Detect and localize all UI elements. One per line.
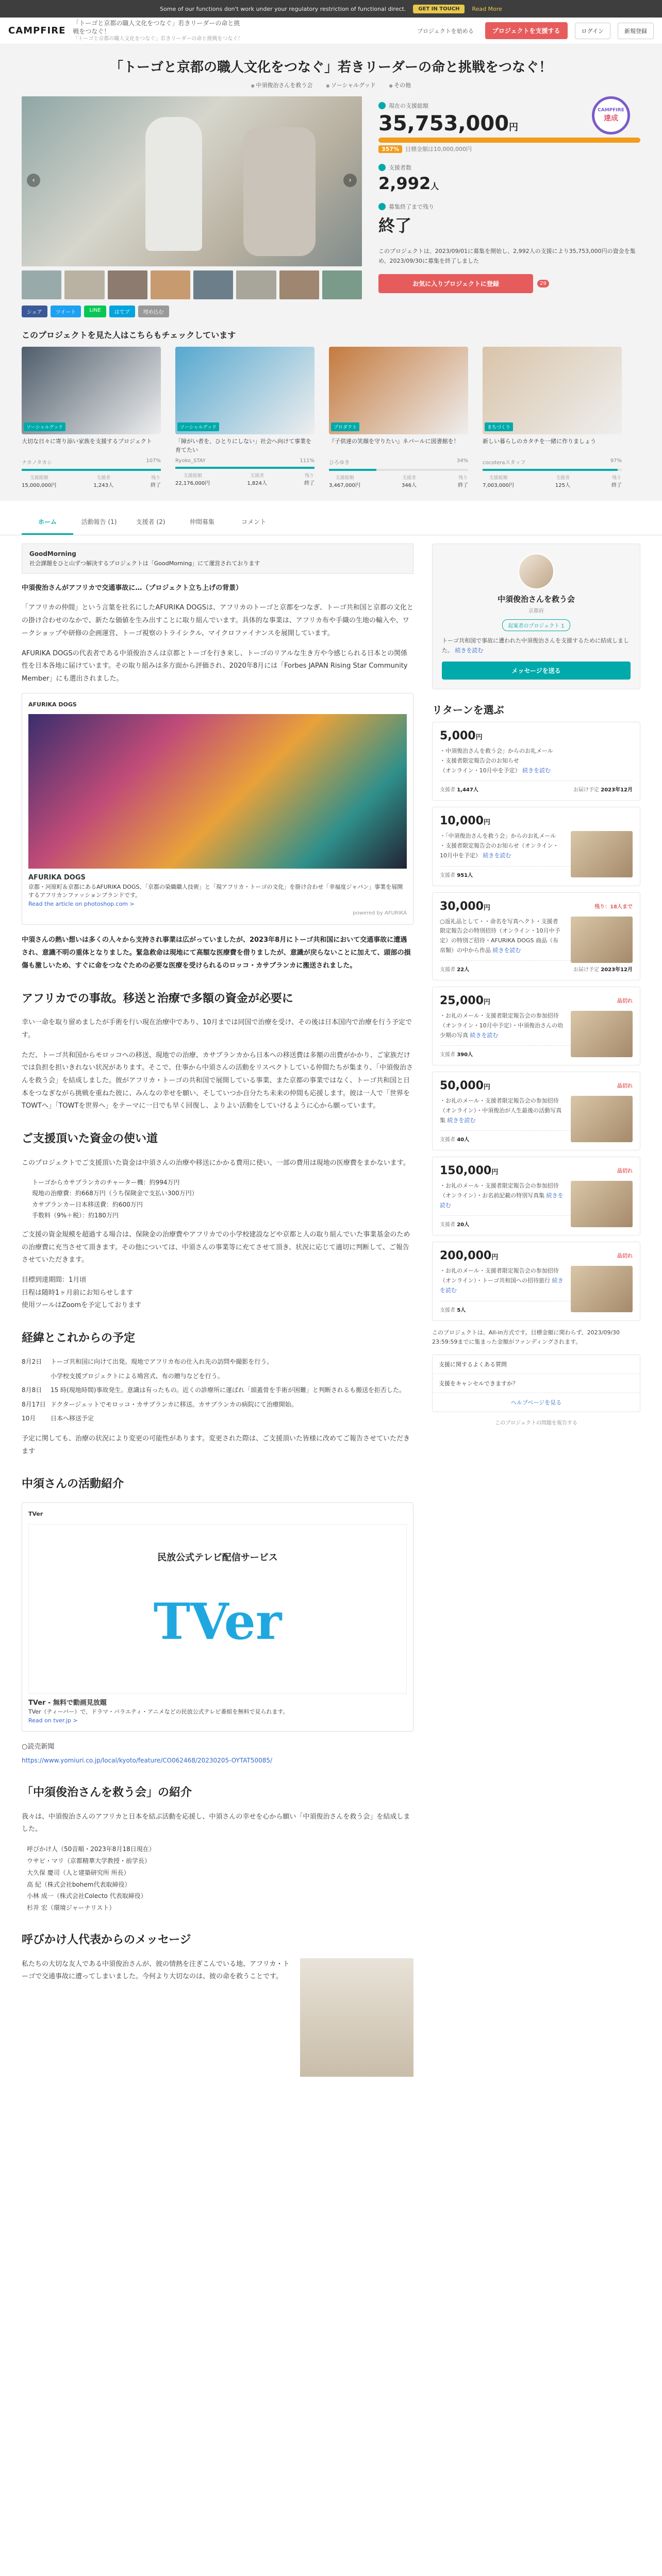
line-share-button[interactable]: LINE <box>84 306 106 317</box>
site-header <box>0 18 662 44</box>
return-status: 品切れ <box>617 1083 633 1090</box>
recommend-progress-fill <box>483 469 618 471</box>
return-description: ・「中須俊治さんを救う会」からのお礼メール ・支援者限定報告会のお知らせ（オンライン・10月中を予定） 続きを読む <box>440 833 559 859</box>
owner-name[interactable]: 中須俊治さんを救う会 <box>497 595 575 604</box>
paragraph: 予定に関しても、治療の状況により変更の可能性があります。変更された際は、ご支援頂いた皆様に改めてご報告させていただきます <box>22 1434 410 1455</box>
recommend-percent: 111% <box>300 458 315 464</box>
thumbnail[interactable] <box>22 270 61 299</box>
owner-avatar[interactable] <box>518 553 554 589</box>
thumbnail[interactable] <box>322 270 362 299</box>
return-image <box>571 1181 633 1227</box>
project-tabs <box>0 510 662 535</box>
paragraph: このプロジェクトでご支援頂いた資金は中須さんの治療や移送にかかる費用に使い、一部の費用は現地の医療費をまかないます。 <box>22 1159 410 1167</box>
embed-image <box>28 714 407 869</box>
return-price: 5,000円 <box>440 730 483 743</box>
thumbnail[interactable] <box>151 270 190 299</box>
thumbnail[interactable] <box>64 270 104 299</box>
return-description: ・お礼のメール・支援者限定報告会の参加招待（オンライン）・トーゴ共和国への招待旅行 続きを読む <box>440 1267 564 1294</box>
funding-stats <box>378 96 640 317</box>
paragraph: AFURIKA DOGSの代表者である中須俊治さんは京都とトーゴを行き来し、トーゴのリアルな生き方や今感じられる日本との関係性を日本各地に届けています。その取り組みは多方面から評価され、2020年8月には「Forbes JAPAN Rising Star Community Member」にも選出されました。 <box>22 649 408 683</box>
faq-heading: 支援に関するよくある質問 <box>433 1355 640 1374</box>
paragraph: 中須さんの熱い想いは多くの人々から支持され事業は広がっていましたが、2023年8月にトーゴ共和国において交通事故に遭遇され、意識不明の重体となりました。緊急救命は現地にて高額な医療費を借りましたが、意識が戻らないことに加えて、頭部の損傷も激しいため、すぐに命をつなぐための必要な医療を受けられるのロッコ・カサブランカに搬送されました。 <box>22 936 411 970</box>
return-card[interactable]: 10,000円 ・「中須俊治さんを救う会」からのお礼メール ・支援者限定報告会のお知らせ（オンライン・10月中を予定） 続きを読む 支援者 951人 <box>432 807 640 886</box>
return-card[interactable]: 5,000円 ・中須俊治さんを救う会」からのお礼メール ・支援者限定報告会のお知らせ （オンライン・10月中を予定） 続きを読む 支援者 1,447人 お届け予定 2023年12月 <box>432 722 640 801</box>
campfire-logo[interactable]: CAMPFIRE <box>8 25 66 36</box>
paragraph: 目標到達期間：1月頃 日程は随時1ヶ月前にお知らせします 使用ツールはZoomを予定しております <box>22 1276 142 1310</box>
achievement-badge: CAMPFIRE 達成 <box>592 96 630 134</box>
thumbnail[interactable] <box>193 270 233 299</box>
return-read-more[interactable]: 続きを読む <box>447 1116 476 1124</box>
tver-embed[interactable]: TVer 民放公式テレビ配信サービス TVer TVer - 無料で動画見放題 TVer（ティーバー）で、ドラマ・バラエティ・アニメなどの民放公式テレビ番組を無料で見られます。 Read on tver.jp > <box>22 1502 413 1732</box>
recommend-progress-fill <box>22 469 161 471</box>
header-project-title: 「トーゴと京都の職人文化をつなぐ」若きリーダーの命と挑戦をつなぐ！ 「トーゴと京都の職人文化をつなぐ」若きリーダーの命と挑戦をつなぐ！ <box>73 19 243 42</box>
money-icon <box>378 102 386 109</box>
recommend-card[interactable]: プロダクト 『子供達の笑顔を守りたい』ネパールに図書館を！ ひろゆき 34% 支援総額 3,467,000円 支援者 346人 残り 終了 <box>329 347 468 488</box>
funding-progress-bar <box>378 138 640 143</box>
returns-heading: リターンを選ぶ <box>432 704 504 717</box>
remaining-value: 終了 <box>378 216 412 235</box>
return-read-more[interactable]: 続きを読む <box>492 946 521 954</box>
return-card[interactable]: 25,000円 品切れ ・お礼のメール・支援者限定報告会の参加招待（オンライン・10月中予定）・中須俊治さんの幼少期の写真 続きを読む 支援者 390人 <box>432 987 640 1065</box>
tag-owner[interactable]: ● 中須俊治さんを救う会 <box>251 81 313 89</box>
recommend-image <box>22 347 161 434</box>
project-hero <box>0 44 662 501</box>
paragraph: ご支援の資金規模を超過する場合は、保険金の治療費やアフリカでの小学校建設などや京都と人の取り組んでいた事業基金のための治療費に充当させて頂きます。その他については、中須さんの事業等に充てさせて頂き、状況に応じて適切に判断して、ご報告させていただきます。 <box>22 1231 410 1264</box>
backers-value: 2,992人 <box>378 174 439 193</box>
return-read-more[interactable]: 続きを読む <box>522 767 551 774</box>
owner-description: トーゴ共和国で事故に遭われた中須俊治さんを支援するために結成しました。 続きを読む <box>442 637 629 654</box>
return-card[interactable]: 50,000円 品切れ ・お礼のメール・支援者限定報告会の参加招待（オンライン）・中須俊治が人生最後の活動写真集 続きを読む 支援者 40人 <box>432 1072 640 1150</box>
return-status: 品切れ <box>617 1168 633 1175</box>
facebook-share-button[interactable]: シェア <box>22 306 47 317</box>
faq-item[interactable]: 支援をキャンセルできますか？ <box>433 1374 640 1393</box>
tab-backers[interactable]: 支援者 (2) <box>136 518 166 526</box>
tab-recruit[interactable]: 仲間募集 <box>189 518 214 526</box>
faq-box <box>432 1354 640 1412</box>
return-price: 50,000円 <box>440 1079 490 1093</box>
return-description: ○返礼品として・・命名を写真へクト・支援者限定報告会の特別招待（オンライン・10月中予定）の特別ご招待・AFURIKA DOGS 商品（布帛類）の中から作品 続きを読む <box>440 918 560 954</box>
owner-card <box>432 544 640 689</box>
help-page-link[interactable]: ヘルプページを見る <box>510 1399 562 1406</box>
return-description: ・中須俊治さんを救う会」からのお礼メール ・支援者限定報告会のお知らせ （オンライン・10月中を予定） 続きを読む <box>440 748 553 774</box>
favorite-button[interactable]: お気に入りプロジェクトに登録 <box>378 274 533 293</box>
project-article: GoodMorning 社会課題をひと山ずつ解決するプロジェクトは「GoodMorning」にて運営されております 中須俊治さんがアフリカで交通事故に…（プロジェクト立ち上げの背景） 「アフリカの仲間」という言葉を社名にしたAFURIKA DOGSは、アフリカのトーゴと京都をつなぎ、トーゴ共和国と京都の文化との掛け合わせのなかで、新たな価値を生み出すことに取り組んでいます。具体的な事業は、アフリカ布や手織の生地の輸入や、ワークショップや研修の企画運営、トーゴ視察のトライシクル、マイクロファイナンスを展開しています。 AFURIKA DOGSの代表者である中須俊治さんは京都とトーゴを行き来し、トーゴのリアルな生き方や今感じられる日本との関係性を日本各地に届けています。その取り組みは多方面から評価され、2020年8月には「Forbes JAPAN Rising Star Community Member」にも選出されました。 AFURIKA DOGS AFURIKA DOGS 京都・河原町＆京都にあるAFURIKA DOGS、「京都の染織職人技術」と「現アフリカ・トーゴの文化」を掛け合わせ「幸福度ジャパン」事業を展開するアフリカンファッションブランドです。 Read the article on photoshop.com > powered by AFURIKA 中須さんの熱い想いは多くの人々から支持され事業は広がっていましたが、2023年8月にトーゴ共和国において交通事故に遭遇され、意識不明の重体となりました。緊急救命は現地にて高額な医療費を借りましたが、意識が戻らないことに加えて、頭部の損傷も激しいため、すぐに命をつなぐための必要な医療を受けられるのロッコ・カサブランカに搬送されました。 アフリカでの事故。移送と治療で多額の資金が必要に 幸い一命を取り留めましたが手術を行い現在治療中であり、10月までは同国で治療を受け、その後は日本国内で治療を行う予定です。 ただ、トーゴ共和国からモロッコへの移送、現地での治療、カサブランカから日本への移送費は多額の出費がかかり、ご家族だけでは負担を担いきれない状況があります。そこで、仕事から中須さんの活動をリスペクトしている仲間たちが集まり、「中須俊治さんを救う会」を結成しました。彼がアフリカ・トーゴの共和国で展開している事業、また京都の事業ではなく、トーゴ共和国と日本をつなぎながら挑戦を重ねた彼に、みんなの幸せを願い、そしていつか自分たち未来の仲間も応援します。彼は一人で「世界をTOWTへ」「TOWTを世界へ」をテーマに一日でも早く回復し、よりよい活動をしていけるように心から願っています。 ご支援頂いた資金の使い道 このプロジェクトでご支援頂いた資金は中須さんの治療や移送にかかる費用に使い、一部の費用は現地の医療費をまかないます。 トーゴからカサブランカのチャーター機：約994万円 現地の治療費：約668万円（うち保険金で支払い300万円） カサブランカー日本移送費：約600万円 手数料（9%＋税）：約180万円 ご支援の資金規模を超過する場合は、保険金の治療費やアフリカでの小学校建設などや京都と人の取り組んでいた事業基金のための治療費に充当させて頂きます。その他については、中須さんの事業等に充てさせて頂き、状況に応じて適切に判断して、ご報告させていただきます。 目標到達期間：1月頃 日程は随時1ヶ月前にお知らせします 使用ツールはZoomを予定しております 経緯とこれからの予定 8月2日 トーゴ共和国に向けて出発。現地でアフリカ布の仕入れ先の訪問や撮影を行う。 小学校支援プロジェクトによる鳩宮式、布の贈与などを行う。 8月8日 15 時(現地時間)事故発生。意識は有ったもの。近くの診療所に運ばれ「頭蓋骨を手術が困難」と判断されるも搬送を拒否した。 8月17日 ドクタージェットでモロッコ・カサブランカに移送。カサブランカの病院にて治療開始。 10月 日本へ移送予定 予定に関しても、治療の状況により変更の可能性があります。変更された際は、ご支援頂いた皆様に改めてご報告させていただきます 中須さんの活動紹介 TVer 民放公式テレビ配信サービス TVer TVer - 無料で動画見放題 TVer（ティーバー）で、ドラマ・バラエティ・アニメなどの民放公式テレビ番組を無料で見られます。 Read on tver.jp > ○読売新聞 https://www.yomiuri.co.jp/local/kyoto/feature/CO062468/20230205-OYTAT50085/ 「中須俊治さんを救う会」の紹介 我々は、中須俊治さんのアフリカと日本を結ぶ活動を応援し、中須さんの幸せを心から願い「中須俊治さんを救う会」を結成しました。 呼びかけ人（50音順・2023年8月18日現在） ウサビ・マリ（京都精華大学教授・前学長） 大久保 慶司（人と建築研究所 所長） 高 紀（株式会社bohem代表取締役） 小林 成一（株式会社Colecto 代表取締役） 杉井 宏（環境ジャーナリスト） 呼びかけ人代表からのメッセージ 私たちの大切な友人である中須俊治さんが、彼の情熱を注ぎこんでいる地、アフリカ・トーゴで交通事故に遭ってしまいました。今何より大切なのは、彼の命を救うことです。 <box>22 544 413 2082</box>
recommend-image <box>329 347 468 434</box>
schedule-list: 8月2日 トーゴ共和国に向けて出発。現地でアフリカ布の仕入れ先の訪問や撮影を行う。 小学校支援プロジェクトによる鳩宮式、布の贈与などを行う。 8月8日 15 時(現地時間)事故発生。意識は有ったもの。近くの診療所に運ばれ「頭蓋骨を手術が困難」と判断されるも搬送を拒否した。 8月17日 ドクタージェットでモロッコ・カサブランカに移送。カサブランカの病院にて治療開始。 10月 日本へ移送予定 <box>22 1358 405 1422</box>
recommend-owner: ナカノタカシ <box>22 460 53 466</box>
get-in-touch-button[interactable]: GET IN TOUCH <box>413 5 465 13</box>
owner-projects-tag[interactable]: 起案者のプロジェクト 1 <box>502 619 570 631</box>
start-project-link[interactable]: プロジェクトを始める <box>417 27 474 35</box>
return-price: 30,000円 <box>440 900 490 913</box>
person-figure <box>145 117 202 251</box>
return-image <box>571 1096 633 1142</box>
recommend-card[interactable]: ソーシャルグッド 「障がい者を、ひとりにしない」社会へ向けて事業を育てたい Ryoko_STAY 111% 支援総額 22,176,000円 支援者 1,824人 残り 終了 <box>175 347 315 488</box>
person-icon <box>378 164 386 171</box>
sidebar <box>432 544 640 2082</box>
next-arrow-icon[interactable]: › <box>343 174 357 187</box>
return-price: 200,000円 <box>440 1249 499 1263</box>
notice-link[interactable]: Read More <box>472 5 502 12</box>
recommend-heading: このプロジェクトを見た人はこちらもチェックしています <box>22 330 236 340</box>
share-buttons <box>22 306 362 317</box>
section-heading: アフリカでの事故。移送と治療で多額の資金が必要に <box>22 992 293 1005</box>
thumbnail[interactable] <box>236 270 276 299</box>
yomiuri-link[interactable]: https://www.yomiuri.co.jp/local/kyoto/feature/CO062468/20230205-OYTAT50085/ <box>22 1757 273 1765</box>
tab-home[interactable]: ホーム <box>22 510 73 535</box>
return-card[interactable]: 30,000円 残り：18人まで ○返礼品として・・命名を写真へクト・支援者限定報告会の特別招待（オンライン・10月中予定）の特別ご招待・AFURIKA DOGS 商品（布帛類）の中から作品 続きを読む 支援者 22人 お届け予定 2023年12月 <box>432 892 640 981</box>
return-read-more[interactable]: 続きを読む <box>440 1277 564 1294</box>
tag-other[interactable]: ● その他 <box>389 81 411 89</box>
embed-link[interactable]: Read the article on photoshop.com > <box>28 900 135 907</box>
report-link[interactable]: このプロジェクトの問題を報告する <box>495 1420 577 1426</box>
thumbnail[interactable] <box>279 270 319 299</box>
goodmorning-box: GoodMorning 社会課題をひと山ずつ解決するプロジェクトは「GoodMorning」にて運営されております <box>22 544 413 574</box>
cost-list: トーゴからカサブランカのチャーター機：約994万円 現地の治療費：約668万円（うち保険金で支払い300万円） カサブランカー日本移送費：約600万円 手数料（9%＋税）：約180万円 <box>32 1178 198 1219</box>
return-read-more[interactable]: 続きを読む <box>470 1031 499 1039</box>
hatena-share-button[interactable]: はてブ <box>109 306 135 317</box>
return-description: ・お礼のメール・支援者限定報告会の参加招待（オンライン）・中須俊治が人生最後の活動写真集 続きを読む <box>440 1097 562 1124</box>
paragraph: 幸い一命を取り留めましたが手術を行い現在治療中であり、10月までは同国で治療を受け、その後は日本国内で治療を行う予定です。 <box>22 1019 412 1040</box>
return-status: 残り：18人まで <box>594 904 633 910</box>
login-button[interactable]: ログイン <box>575 23 610 39</box>
recommend-progress <box>483 469 622 471</box>
recommend-progress <box>329 469 468 471</box>
section-heading: 中須さんの活動紹介 <box>22 1478 124 1491</box>
returns-list <box>432 722 640 1320</box>
section-heading: 「中須俊治さんを救う会」の紹介 <box>22 1786 192 1799</box>
notice-text: Some of our functions don't work under your regulatory restriction of functional direct. <box>160 5 406 12</box>
thumbnail[interactable] <box>108 270 147 299</box>
support-project-button[interactable]: プロジェクトを支援する <box>485 22 568 39</box>
recommend-list <box>22 347 640 488</box>
return-status: 品切れ <box>617 1253 633 1260</box>
project-main-image[interactable] <box>22 96 362 266</box>
return-status: 品切れ <box>617 998 633 1005</box>
all-in-note: このプロジェクトは、All-in方式です。目標金額に関わらず、2023/09/30 23:59:59までに集まった金額がファンディングされます。 <box>432 1329 620 1346</box>
recommend-percent: 97% <box>610 458 622 464</box>
representative-photo <box>300 1958 413 2077</box>
section-heading: 経緯とこれからの予定 <box>22 1332 136 1345</box>
section-heading: 呼びかけ人代表からのメッセージ <box>22 1933 191 1946</box>
return-image <box>571 831 633 877</box>
image-thumbnails <box>22 270 362 299</box>
return-image <box>571 1011 633 1057</box>
tag-category[interactable]: ● ソーシャルグッド <box>326 81 375 89</box>
recommend-image <box>175 347 315 434</box>
owner-read-more[interactable]: 続きを読む <box>455 647 484 654</box>
favorite-count: 29 <box>537 280 549 287</box>
recommend-title: 新しい暮らしのカタチを一緒に作りましょう <box>483 438 596 445</box>
return-card[interactable]: 200,000円 品切れ ・お礼のメール・支援者限定報告会の参加招待（オンライン）・トーゴ共和国への招待旅行 続きを読む 支援者 5人 <box>432 1242 640 1320</box>
return-price: 25,000円 <box>440 994 490 1008</box>
recommend-percent: 107% <box>146 458 161 464</box>
tab-reports[interactable]: 活動報告 (1) <box>81 518 117 526</box>
recommend-badge: ソーシャルグッド <box>177 422 219 431</box>
return-read-more[interactable]: 続きを読む <box>440 1192 564 1209</box>
intro-title: 中須俊治さんがアフリカで交通事故に…（プロジェクト立ち上げの背景） <box>22 584 243 592</box>
recommend-badge: まちづくり <box>485 422 513 431</box>
tver-logo-image: 民放公式テレビ配信サービス TVer <box>28 1524 407 1694</box>
recommend-badge: プロダクト <box>331 422 359 431</box>
tver-link[interactable]: Read on tver.jp > <box>28 1717 78 1724</box>
return-image <box>571 917 633 963</box>
afurika-dogs-embed[interactable]: AFURIKA DOGS AFURIKA DOGS 京都・河原町＆京都にあるAFURIKA DOGS、「京都の染織職人技術」と「現アフリカ・トーゴの文化」を掛け合わせ「幸福度ジャパン」事業を展開するアフリカンファッションブランドです。 Read the article on photoshop.com > powered by AFURIKA <box>22 693 413 925</box>
return-price: 10,000円 <box>440 815 490 828</box>
recommend-image <box>483 347 622 434</box>
signup-button[interactable]: 新規登録 <box>618 23 654 39</box>
return-read-more[interactable]: 続きを読む <box>483 852 511 859</box>
recommend-title: 『子供達の笑顔を守りたい』ネパールに図書館を！ <box>329 438 459 445</box>
project-tags <box>22 81 640 89</box>
paragraph: 我々は、中須俊治さんのアフリカと日本を結ぶ活動を応援し、中須さんの幸せを心から願い「中須俊治さんを救う会」を結成しました。 <box>22 1812 410 1834</box>
progress-fill <box>378 138 640 143</box>
paragraph: 私たちの大切な友人である中須俊治さんが、彼の情熱を注ぎこんでいる地、アフリカ・トーゴで交通事故に遭ってしまいました。今何より大切なのは、彼の命を救うことです。 <box>22 1960 290 1981</box>
organizer-list: 呼びかけ人（50音順・2023年8月18日現在） ウサビ・マリ（京都精華大学教授・前学長） 大久保 慶司（人と建築研究所 所長） 高 紀（株式会社bohem代表取締役） 小林 成一（株式会社Colecto 代表取締役） 杉井 宏（環境ジャーナリスト） <box>27 1845 155 1912</box>
prev-arrow-icon[interactable]: ‹ <box>27 174 40 187</box>
funding-note: このプロジェクトは、2023/09/01に募集を開始し、2,992人の支援により35,753,000円の資金を集め、2023/09/30に募集を終了しました <box>378 248 636 264</box>
owner-location: 京都府 <box>528 608 544 614</box>
recommend-progress <box>175 467 315 469</box>
person-figure <box>243 127 316 256</box>
recommend-title: 「障がい者を、ひとりにしない」社会へ向けて事業を育てたい <box>175 438 311 453</box>
embed-button[interactable]: 埋め込む <box>138 306 169 317</box>
paragraph: ただ、トーゴ共和国からモロッコへの移送、現地での治療、カサブランカから日本への移送費は多額の出費がかかり、ご家族だけでは負担を担いきれない状況があります。そこで、仕事から中須さんの活動をリスペクトしている仲間たちが集まり、「中須俊治さんを救う会」を結成しました。彼がアフリカ・トーゴの共和国で展開している事業、また京都の事業ではなく、トーゴ共和国と日本をつなぎながら挑戦を重ねた彼に、みんなの幸せを願い、そしていつか自分たち未来の仲間も応援します。彼は一人で「世界をTOWTへ」「TOWTを世界へ」をテーマに一日でも早く回復し、よりよい活動をしていけるように心から願っています。 <box>22 1051 413 1110</box>
recommend-title: 大切な日々に寄り添い家族を支援するプロジェクト <box>22 438 152 445</box>
clock-icon <box>378 203 386 210</box>
return-card[interactable]: 150,000円 品切れ ・お礼のメール・支援者限定報告会の参加招待（オンライン）・お名前記載の特別写真集 続きを読む 支援者 20人 <box>432 1157 640 1235</box>
recommend-progress <box>22 469 161 471</box>
favorite-area <box>378 274 640 293</box>
notice-bar <box>0 0 662 18</box>
recommend-owner: ひろゆき <box>329 460 350 466</box>
backers-label: 支援者数 <box>378 163 640 172</box>
tab-comments[interactable]: コメント <box>241 518 266 526</box>
amount-value: 35,753,000円 <box>378 112 519 135</box>
goal-text: 357% 目標金額は10,000,000円 <box>378 145 640 153</box>
return-price: 150,000円 <box>440 1164 499 1178</box>
return-image <box>571 1266 633 1312</box>
recommend-owner: cocoteraスタッフ <box>483 460 526 466</box>
project-title: 「トーゴと京都の職人文化をつなぐ」若きリーダーの命と挑戦をつなぐ！ <box>109 60 552 75</box>
amount-label: 現在の支援総額 <box>378 101 640 110</box>
remaining-label: 募集終了まで残り <box>378 202 640 211</box>
return-description: ・お礼のメール・支援者限定報告会の参加招待（オンライン・10月中予定）・中須俊治さんの幼少期の写真 続きを読む <box>440 1012 564 1039</box>
recommend-progress-fill <box>175 467 315 469</box>
paragraph: 「アフリカの仲間」という言葉を社名にしたAFURIKA DOGSは、アフリカのトーゴと京都をつなぎ、トーゴ共和国と京都の文化との掛け合わせのなかで、新たな価値を生み出すことに取り組んでいます。具体的な事業は、アフリカ布や手織の生地の輸入や、ワークショップや研修の企画運営、トーゴ視察のトライシクル、マイクロファイナンスを展開しています。 <box>22 604 413 637</box>
progress-percent: 357% <box>378 145 402 153</box>
recommend-percent: 34% <box>456 458 468 464</box>
twitter-share-button[interactable]: ツイート <box>51 306 81 317</box>
recommend-owner: Ryoko_STAY <box>175 458 206 464</box>
recommend-card[interactable]: ソーシャルグッド 大切な日々に寄り添い家族を支援するプロジェクト ナカノタカシ 107% 支援総額 15,000,000円 支援者 1,243人 残り 終了 <box>22 347 161 488</box>
send-message-button[interactable]: メッセージを送る <box>442 662 631 680</box>
section-heading: ご支援頂いた資金の使い道 <box>22 1132 158 1146</box>
recommend-card[interactable]: まちづくり 新しい暮らしのカタチを一緒に作りましょう cocoteraスタッフ 97% 支援総額 7,003,000円 支援者 125人 残り 終了 <box>483 347 622 488</box>
recommend-progress-fill <box>329 469 376 471</box>
return-description: ・お礼のメール・支援者限定報告会の参加招待（オンライン）・お名前記載の特別写真集 続きを読む <box>440 1182 564 1209</box>
recommend-badge: ソーシャルグッド <box>24 422 65 431</box>
